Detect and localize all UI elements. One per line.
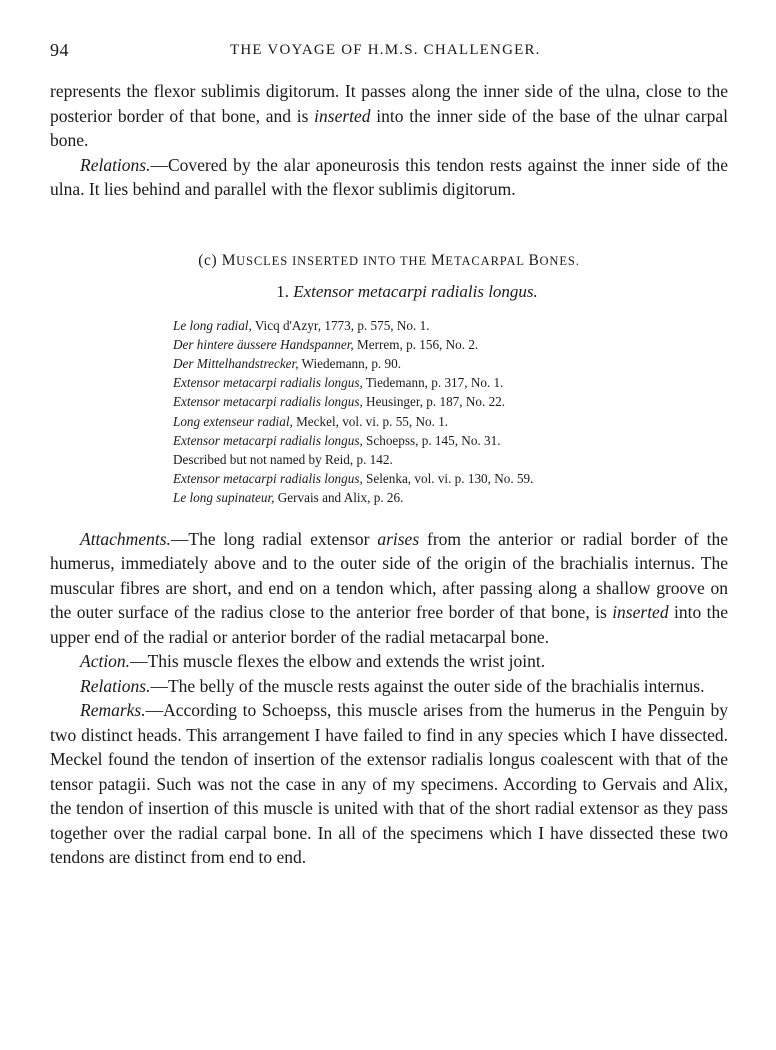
relations-lead: Relations. <box>80 675 151 696</box>
remarks-paragraph <box>50 698 728 870</box>
relations-paragraph <box>50 674 728 699</box>
intro-paragraph <box>50 79 728 153</box>
synonymy-item: Der hintere äussere Handspanner, Merrem, p. 156, No. 2. <box>173 336 479 352</box>
muscle-name: Extensor metacarpi radialis longus. <box>293 281 538 301</box>
remarks-text: —According to Schoepss, this muscle arises from the humerus in the Penguin by two distinct heads. This arrangement I have failed to find in any species which I have dissected. Meckel found the tendon of insertion of the extensor radialis longus coalescent with that of the tensor patagii. Such was not the case in any of my specimens. According to Gervais and Alix, the tendon of insertion of this muscle is united with that of the short radial extensor as they pass together over the radial carpal bone. In all of the specimens which I have dissected these two tendons are distinct from end to end. <box>50 700 728 868</box>
synonymy-item: Extensor metacarpi radialis longus, Tiedemann, p. 317, No. 1. <box>173 375 504 391</box>
section-label: (c) <box>198 251 218 269</box>
remarks-lead: Remarks. <box>80 700 146 721</box>
section-word-bones: BONES. <box>528 251 580 269</box>
synonymy-item: Extensor metacarpi radialis longus, Schoepss, p. 145, No. 31. <box>173 432 501 448</box>
description-body <box>50 527 728 870</box>
synonymy-item: Le long radial, Vicq d'Azyr, 1773, p. 575, No. 1. <box>173 317 430 333</box>
section-heading <box>50 252 728 270</box>
action-lead: Action. <box>80 651 131 672</box>
synonymy-item: Described but not named by Reid, p. 142. <box>173 451 393 467</box>
intro-relations-paragraph <box>50 153 728 202</box>
synonymy-item: Der Mittelhandstrecker, Wiedemann, p. 90. <box>173 355 402 371</box>
synonymy-item: Extensor metacarpi radialis longus, Selenka, vol. vi. p. 130, No. 59. <box>173 471 534 487</box>
section-word-muscles: MUSCLES INSERTED INTO THE <box>221 251 432 269</box>
attachments-paragraph: Attachments.—The long radial extensor arises from the anterior or radial border of the humerus, immediately above and to the outer side of the origin of the brachialis internus. The muscular fibres are short, and end on a tendon which, after passing along a shallow groove on the outer surface of the radius close to the anterior free border of that bone, is inserted into the upper end of the radial or anterior border of the radial metacarpal bone. <box>50 528 728 647</box>
page-number: 94 <box>50 40 69 60</box>
intro-relations-text: —Covered by the alar aponeurosis this tendon rests against the inner side of the ulna. It lies behind and parallel with the flexor sublimis digitorum. <box>50 154 728 199</box>
book-page <box>50 40 728 870</box>
running-title: THE VOYAGE OF H.M.S. CHALLENGER. <box>230 42 541 58</box>
intro-inserted-word: inserted <box>314 105 371 126</box>
section-word-metacarpal: METACARPAL <box>431 251 529 269</box>
attachments-lead: Attachments. <box>80 528 171 549</box>
intro-relations-lead: Relations. <box>80 154 151 175</box>
intro-text-1: represents the flexor sublimis digitorum. It passes along the inner side of the ulna, close to the posterior border of that bone, and is <box>50 81 728 126</box>
arises-word: arises <box>377 528 420 549</box>
action-text: —This muscle flexes the elbow and extends the wrist joint. <box>130 651 546 672</box>
synonymy-list <box>173 316 728 508</box>
relations-text: —The belly of the muscle rests against the outer side of the brachialis internus. <box>150 675 705 696</box>
muscle-title <box>50 282 728 302</box>
synonymy-item: Le long supinateur, Gervais and Alix, p. 26. <box>173 490 404 506</box>
muscle-number: 1. <box>276 281 289 301</box>
intro-text-2: into the inner side of the base of the ulnar carpal bone. <box>50 105 729 150</box>
action-paragraph <box>50 649 728 674</box>
page-header <box>50 40 728 70</box>
inserted-word: inserted <box>612 602 669 623</box>
synonymy-item: Long extenseur radial, Meckel, vol. vi. p. 55, No. 1. <box>173 413 449 429</box>
synonymy-item: Extensor metacarpi radialis longus, Heusinger, p. 187, No. 22. <box>173 394 506 410</box>
